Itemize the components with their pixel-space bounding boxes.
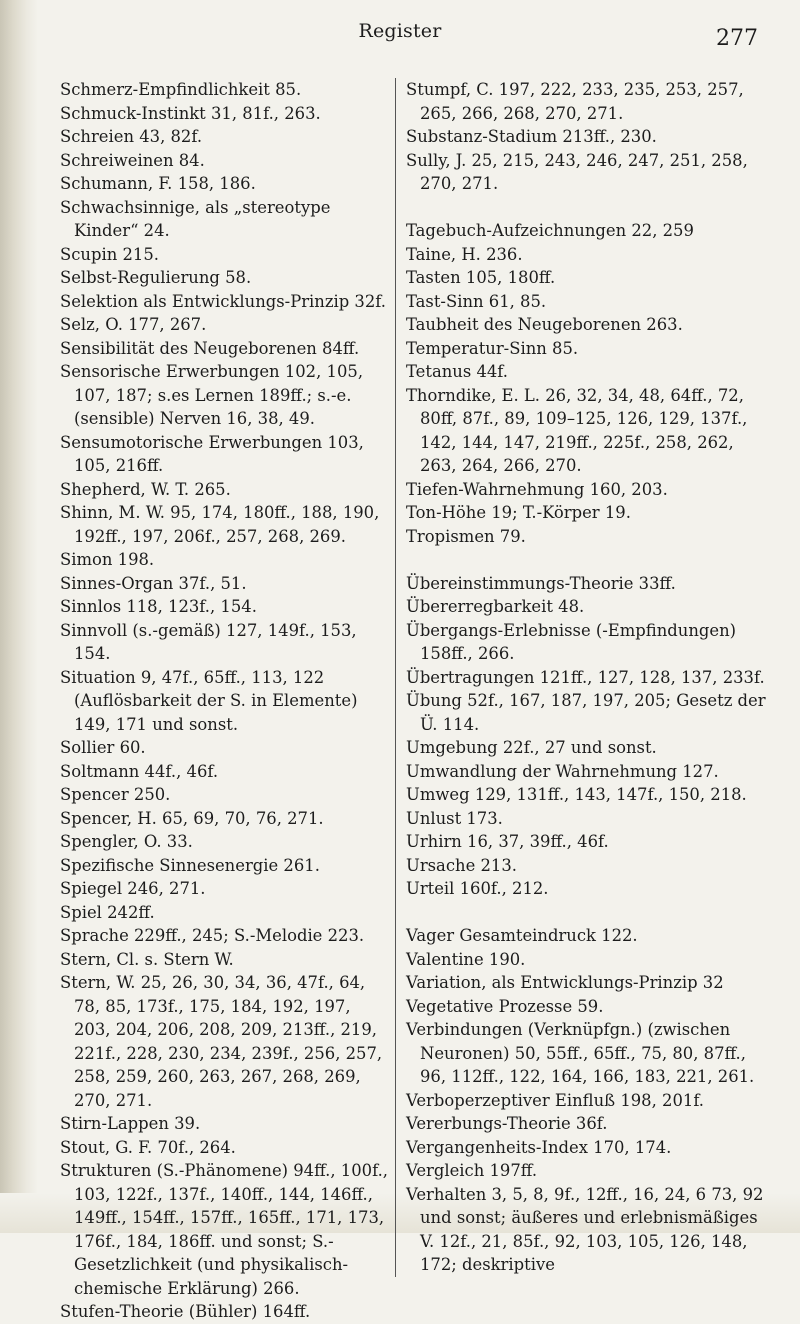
index-entry: Spencer, H. 65, 69, 70, 76, 271. <box>60 808 324 828</box>
index-entry: Schwachsinnige, als „stereotype Kinder“ 24. <box>60 197 331 240</box>
index-entry: Situation 9, 47f., 65ff., 113, 122 (Auflösbarkeit der S. in Elemente) 149, 171 und sonst. <box>60 667 358 734</box>
index-entry: Selz, O. 177, 267. <box>60 315 207 334</box>
index-entry: Stirn-Lappen 39. <box>60 1114 201 1133</box>
index-entry: Verboperzeptiver Einfluß 198, 201f. <box>406 1090 705 1110</box>
index-entry: Urteil 160f., 212. <box>406 879 549 898</box>
index-entry: Scupin 215. <box>60 244 159 264</box>
index-letter-group <box>406 78 771 196</box>
index-entry: Umgebung 22f., 27 und sonst. <box>406 738 657 757</box>
index-column-right <box>395 78 771 1277</box>
index-entry: Tropismen 79. <box>406 526 526 546</box>
index-entry: Variation, als Entwicklungs-Prinzip 32 <box>406 973 724 992</box>
index-entry: Schreiweinen 84. <box>60 150 205 170</box>
index-entry: Vergangenheits-Index 170, 174. <box>406 1137 672 1157</box>
index-entry: Sprache 229ff., 245; S.-Melodie 223. <box>60 926 365 945</box>
index-entry: Spencer 250. <box>60 785 171 804</box>
index-entry: Umwandlung der Wahrnehmung 127. <box>406 761 719 781</box>
index-entry: Stumpf, C. 197, 222, 233, 235, 253, 257, 265, 266, 268, 270, 271. <box>406 80 744 123</box>
index-entry: Schmuck-Instinkt 31, 81f., 263. <box>60 103 321 123</box>
page-number: 277 <box>716 26 758 51</box>
index-entry: Temperatur-Sinn 85. <box>406 338 579 358</box>
running-header-title: Register <box>358 20 442 42</box>
index-entry: Sensibilität des Neugeborenen 84ff. <box>60 338 360 358</box>
index-entry: Spezifische Sinnesenergie 261. <box>60 855 320 875</box>
index-letter-group <box>406 572 771 901</box>
index-entry: Verhalten 3, 5, 8, 9f., 12ff., 16, 24, 6 73, 92 und sonst; äußeres und erlebnismäßiges V. 12f., 21, 85f., 92, 103, 105, 126, 148, 172; deskriptive <box>406 1184 764 1274</box>
index-entry: Strukturen (S.-Phänomene) 94ff., 100f., 103, 122f., 137f., 140ff., 144, 146ff., 149ff., 154ff., 157ff., 165ff., 171, 173, 176f., 184, 186ff. und sonst; S.-Gesetzlichkeit (und physikalisch-chemische Erklärung) 266. <box>60 1161 388 1298</box>
index-entry: Übertragungen 121ff., 127, 128, 137, 233f. <box>406 667 765 687</box>
index-entry: Vergleich 197ff. <box>406 1161 538 1180</box>
index-entry: Tiefen-Wahrnehmung 160, 203. <box>406 479 668 499</box>
index-entry: Shepherd, W. T. 265. <box>60 479 231 499</box>
index-entry: Spiegel 246, 271. <box>60 879 206 898</box>
index-entry: Schumann, F. 158, 186. <box>60 174 256 193</box>
index-entry: Substanz-Stadium 213ff., 230. <box>406 127 657 146</box>
index-entry: Stufen-Theorie (Bühler) 164ff. <box>60 1302 311 1321</box>
index-entry: Tagebuch-Aufzeichnungen 22, 259 <box>406 221 694 240</box>
index-entry: Shinn, M. W. 95, 174, 180ff., 188, 190, 192ff., 197, 206f., 257, 268, 269. <box>60 503 380 546</box>
index-entry: Sinnvoll (s.-gemäß) 127, 149f., 153, 154. <box>60 620 357 663</box>
index-column-left <box>60 78 390 1324</box>
index-entry: Taine, H. 236. <box>406 244 523 264</box>
index-entry: Stern, W. 25, 26, 30, 34, 36, 47f., 64, 78, 85, 173f., 175, 184, 192, 197, 203, 204, 206, 208, 209, 213ff., 219, 221f., 228, 230, 234, 239f., 256, 257, 258, 259, 260, 263, 267, 268, 269, 270, 271. <box>60 973 383 1110</box>
index-entry: Stout, G. F. 70f., 264. <box>60 1137 236 1157</box>
index-entry: Thorndike, E. L. 26, 32, 34, 48, 64ff., 72, 80ff, 87f., 89, 109–125, 126, 129, 137f., 142, 144, 147, 219ff., 225f., 258, 262, 263, 264, 266, 270. <box>406 385 748 475</box>
index-entry: Ton-Höhe 19; T.-Körper 19. <box>406 503 631 522</box>
index-entry: Tast-Sinn 61, 85. <box>406 291 547 311</box>
index-entry: Ursache 213. <box>406 855 517 875</box>
index-entry: Taubheit des Neugeborenen 263. <box>406 315 683 334</box>
index-entry: Spiel 242ff. <box>60 902 155 922</box>
index-entry: Verbindungen (Verknüpfgn.) (zwischen Neuronen) 50, 55ff., 65ff., 75, 80, 87ff., 96, 112ff., 122, 164, 166, 183, 221, 261. <box>406 1020 755 1086</box>
index-entry: Übererregbarkeit 48. <box>406 597 585 616</box>
index-entry: Sensorische Erwerbungen 102, 105, 107, 187; s.es Lernen 189ff.; s.-e. (sensible) Nerven 16, 38, 49. <box>60 362 364 428</box>
index-letter-group <box>406 219 771 548</box>
index-entry: Stern, Cl. s. Stern W. <box>60 949 234 969</box>
index-entry: Selbst-Regulierung 58. <box>60 268 252 287</box>
page-binding-shadow <box>0 0 38 1233</box>
index-entry: Selektion als Entwicklungs-Prinzip 32f. <box>60 291 386 311</box>
index-entry: Übergangs-Erlebnisse (-Empfindungen) 158ff., 266. <box>406 620 737 663</box>
index-entry: Sensumotorische Erwerbungen 103, 105, 216ff. <box>60 432 364 475</box>
index-entry: Übereinstimmungs-Theorie 33ff. <box>406 573 676 593</box>
index-entry: Valentine 190. <box>406 949 526 969</box>
index-entry: Sinnes-Organ 37f., 51. <box>60 573 247 593</box>
index-entry: Tetanus 44f. <box>406 362 509 381</box>
index-entry: Vegetative Prozesse 59. <box>406 996 604 1016</box>
index-entry: Schreien 43, 82f. <box>60 127 203 146</box>
index-entry: Soltmann 44f., 46f. <box>60 761 219 781</box>
index-letter-group <box>406 924 771 1277</box>
index-entry: Sinnlos 118, 123f., 154. <box>60 597 257 616</box>
index-entry: Urhirn 16, 37, 39ff., 46f. <box>406 832 609 851</box>
index-entry: Spengler, O. 33. <box>60 832 193 851</box>
index-entry: Simon 198. <box>60 550 155 569</box>
index-entry: Vager Gesamteindruck 122. <box>406 926 638 945</box>
index-letter-group <box>60 78 390 1324</box>
index-entry: Tasten 105, 180ff. <box>406 268 556 287</box>
index-entry: Schmerz-Empfindlichkeit 85. <box>60 80 302 99</box>
index-entry: Sollier 60. <box>60 738 146 757</box>
index-entry: Umweg 129, 131ff., 143, 147f., 150, 218. <box>406 785 747 804</box>
index-entry: Sully, J. 25, 215, 243, 246, 247, 251, 258, 270, 271. <box>406 150 748 193</box>
index-entry: Übung 52f., 167, 187, 197, 205; Gesetz der Ü. 114. <box>406 691 766 734</box>
index-entry: Vererbungs-Theorie 36f. <box>406 1114 608 1133</box>
index-entry: Unlust 173. <box>406 808 503 828</box>
